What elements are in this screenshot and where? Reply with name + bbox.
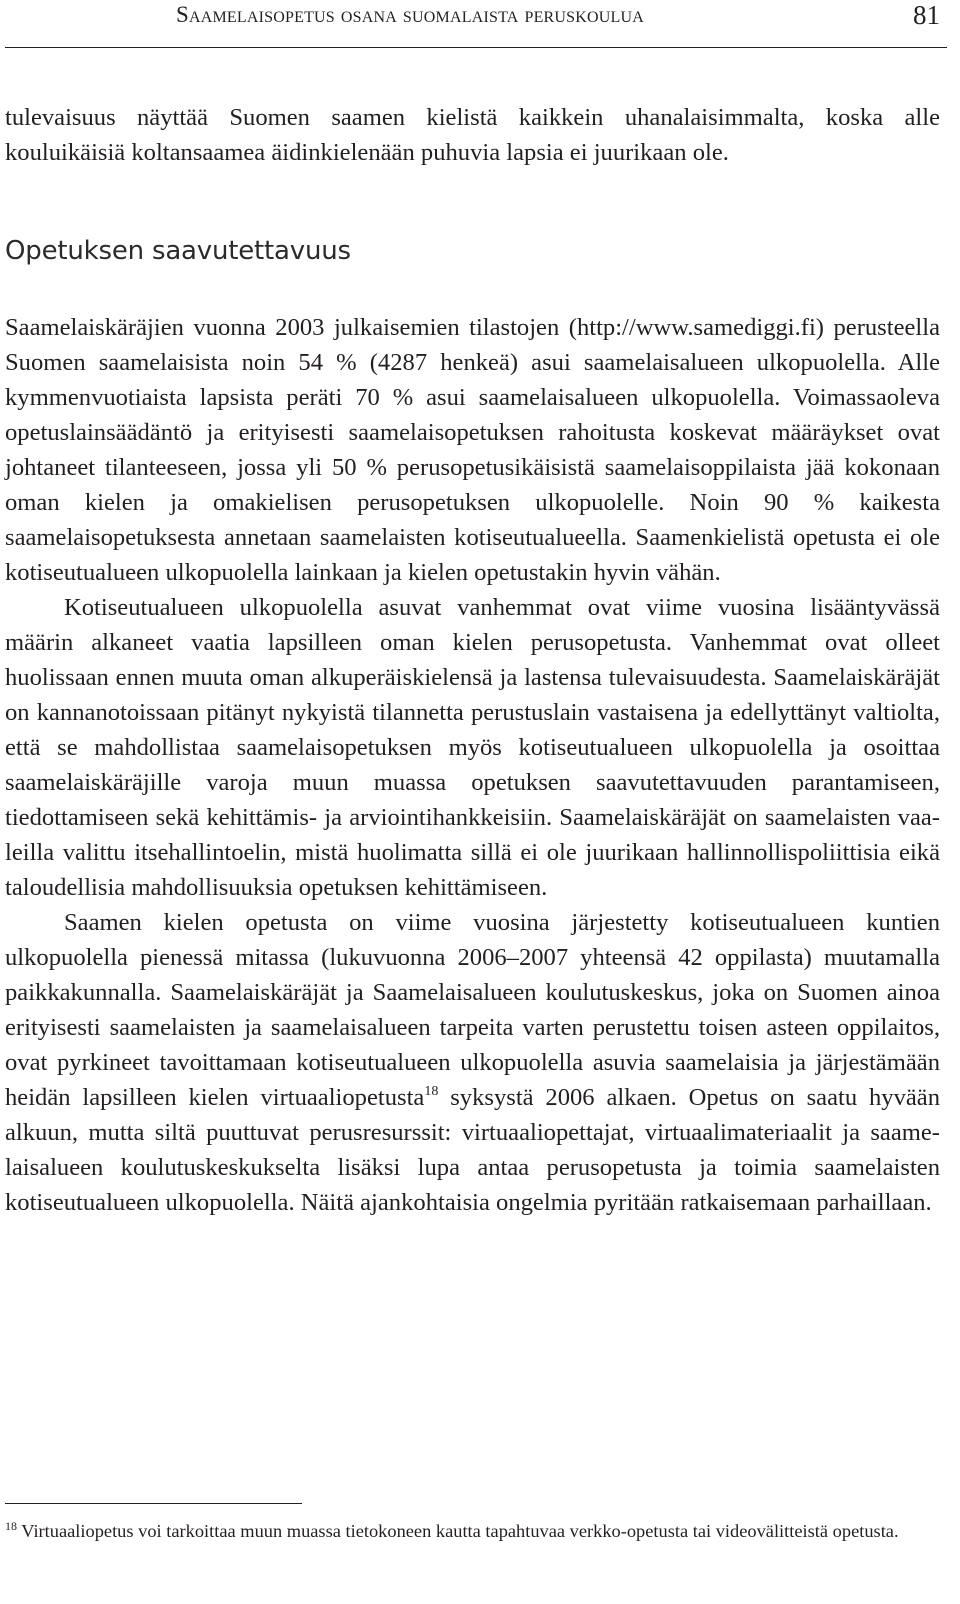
paragraph-2: Kotiseutualueen ulkopuolella asuvat vanhemmat ovat viime vuosina lisääntyvässä määrin alkaneet vaatia lapsilleen oman kielen perusopetusta. Vanhemmat ovat olleet huolissaan ennen muuta oman alkuperäiskielensä ja lastensa tulevaisuudesta. Saamelaiskäräjät on kannanotoissaan pitänyt nykyistä tilannetta perustuslain vastaisena ja edellyttänyt valtiolta, että se mahdollistaa saamelaisopetuksen myös kotiseutualueen ulkopuolella ja osoittaa saamelaiskäräjille varoja muun muassa opetuksen saavutettavuuden parantamiseen, tiedottamiseen sekä kehittämis- ja arviointihankkeisiin. Saamelaiskäräjät on saamelaisten vaaleilla valittu itsehallintoelin, mistä huolimatta sillä ei ole juurikaan hallinnollispoliittisia eikä taloudellisia mahdollisuuksia opetuksen kehittämiseen. — [5, 594, 940, 901]
page-number: 81 — [913, 0, 940, 30]
footnote-marker: 18 — [5, 1519, 17, 1533]
footnote-text: Virtuaaliopetus voi tarkoittaa muun muassa tietokoneen kautta tapahtuvaa verkko-opetusta tai videovälitteistä opetusta. — [17, 1521, 899, 1541]
paragraph-3-part-2: syksystä 2006 alkaen. Opetus on saatu hyvään alkuun, mutta siltä puuttuvat perusresurssit: virtuaaliopettajat, virtuaalimateriaalit ja saamelaisalueen koulutuskeskukselta lisäksi lupa antaa perusopetusta ja toimia saamelaisten kotiseutualueen ulkopuolella. Näitä ajankohtaisia ongelmia pyritään ratkaisemaan parhaillaan. — [5, 1084, 940, 1216]
footnote-reference[interactable]: 18 — [424, 1084, 439, 1099]
running-title: Saamelaisopetus osana suomalaista peruskoulua — [176, 2, 645, 27]
paragraph-3-part-1: Saamen kielen opetusta on viime vuosina järjestetty kotiseutualueen kuntien ulkopuolella pienessä mitassa (lukuvuonna 2006–2007 yhteensä 42 oppilasta) muutamalla paikkakunnalla. Saamelaiskäräjät ja Saamelaisalueen koulutuskeskus, joka on Suomen ainoa erityisesti saamelaisten ja saamelaisalueen tarpeita varten perustettu toisen asteen oppilaitos, ovat pyrkineet tavoittamaan kotiseutualueen ulkopuolella asuvia saamelaisia ja järjestämään heidän lapsilleen kielen virtuaaliopetusta — [5, 909, 940, 1111]
section-heading: Opetuksen saavutettavuus — [5, 236, 351, 266]
main-text-block — [5, 310, 940, 1220]
intro-text-block — [5, 100, 940, 170]
intro-paragraph: tulevaisuus näyttää Suomen saamen kielistä kaikkein uhanalaisimmalta, koska alle kouluikäisiä koltansaamea äidinkielenään puhuvia lapsia ei juurikaan ole. — [5, 104, 940, 166]
footnote-rule — [5, 1503, 302, 1504]
paragraph-3 — [5, 905, 940, 1220]
footnote — [5, 1519, 940, 1544]
paragraph-1: Saamelaiskäräjien vuonna 2003 julkaisemien tilastojen (http://www.samediggi.fi) perusteella Suomen saamelaisista noin 54 % (4287 henkeä) asui saamelaisalueen ulkopuolella. Alle kymmenvuotiaista lapsista peräti 70 % asui saamelaisalueen ulkopuolella. Voimassaoleva opetuslainsäädäntö ja erityisesti saamelaisopetuksen rahoitusta koskevat määräykset ovat johtaneet tilanteeseen, jossa yli 50 % perusopetusikäisistä saamelaisoppilaista jää kokonaan oman kielen ja omakielisen perusopetuksen ulkopuolelle. Noin 90 % kaikesta saamelaisopetuksesta annetaan saamelaisten kotiseutualueella. Saamenkielistä opetusta ei ole kotiseutualueen ulkopuolella lainkaan ja kielen opetustakin hyvin vähän. — [5, 314, 940, 586]
header-rule — [5, 47, 947, 48]
